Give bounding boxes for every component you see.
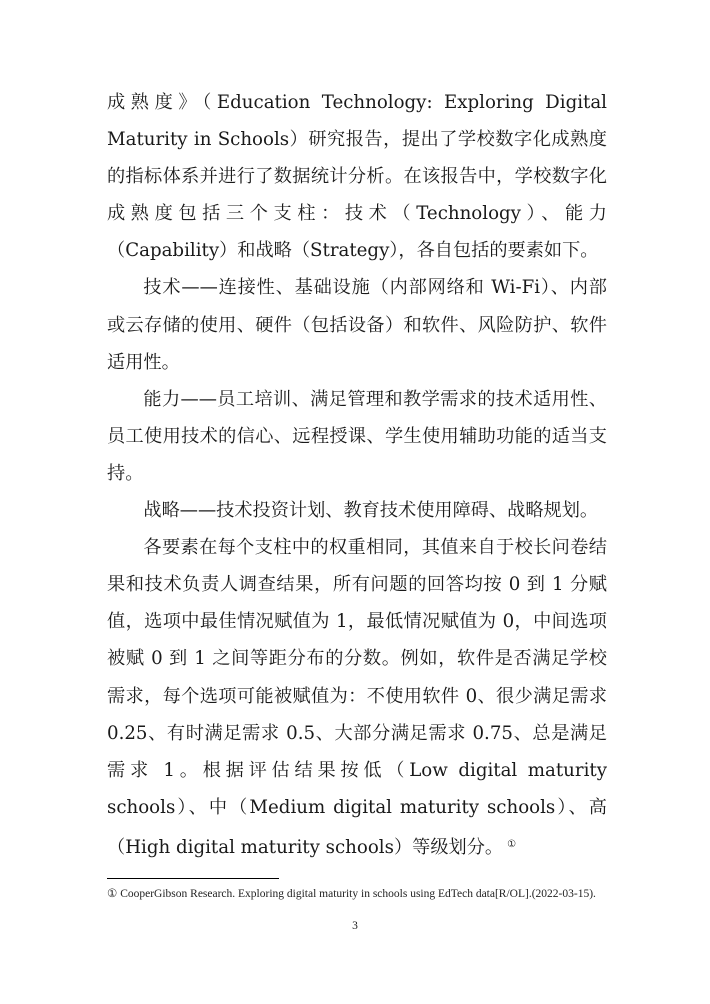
paragraph-technology: 技术——连接性、基础设施（内部网络和 Wi-Fi）、内部或云存储的使用、硬件（包括设备）和软件、风险防护、软件适用性。 xyxy=(107,277,607,373)
paragraph-strategy: 战略——技术投资计划、教育技术使用障碍、战略规划。 xyxy=(143,500,599,522)
paragraph-weighting xyxy=(107,529,607,866)
page-number: 3 xyxy=(352,920,358,932)
footnote xyxy=(107,887,607,902)
body-text xyxy=(107,84,607,866)
paragraph-intro: 成熟度》（Education Technology: Exploring Digital Maturity in Schools）研究报告，提出了学校数字化成熟度的指标体系并进行了数据统计分析。在该报告中，学校数字化成熟度包括三个支柱：技术（Technology）、能力（Capability）和战略（Strategy），各自包括的要素如下。 xyxy=(107,92,607,262)
footnote-divider xyxy=(107,878,279,879)
paragraph-weighting-text: 各要素在每个支柱中的权重相同，其值来自于校长问卷结果和技术负责人调查结果，所有问题的回答均按 0 到 1 分赋值，选项中最佳情况赋值为 1，最低情况赋值为 0，中间选项被赋 0 到 1 之间等距分布的分数。例如，软件是否满足学校需求，每个选项可能被赋值为：不使用软件 0、很少满足需求 0.25、有时满足需求 0.5、大部分满足需求 0.75、总是满足需求 1。根据评估结果按低（Low digital maturity schools）、中（Medium digital maturity schools）、高（High digital maturity schools）等级划分。 xyxy=(107,537,607,858)
footnote-text: CooperGibson Research. Exploring digital maturity in schools using EdTech data[R/OL].(2022-03-15). xyxy=(117,888,596,900)
footnote-marker: ① xyxy=(107,888,118,900)
paragraph-capability: 能力——员工培训、满足管理和教学需求的技术适用性、员工使用技术的信心、远程授课、学生使用辅助功能的适当支持。 xyxy=(107,388,607,484)
footnote-reference[interactable]: ① xyxy=(507,838,517,850)
